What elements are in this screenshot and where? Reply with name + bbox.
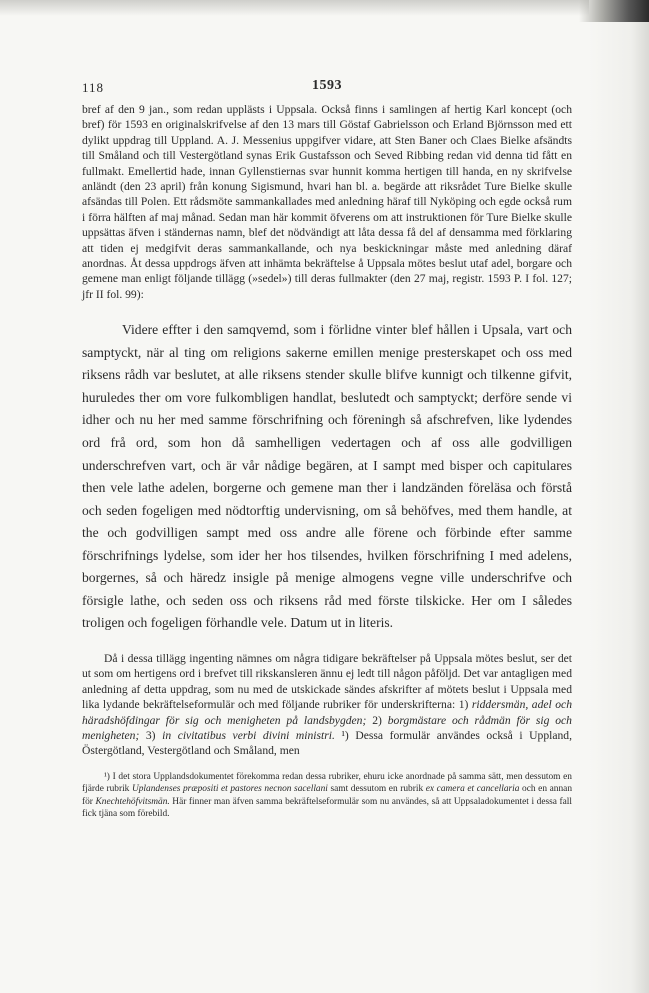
footnote-rubric-1: Uplandenses præpositi et pastores necnon sacellani <box>131 784 328 795</box>
commentary-text-2: 2) <box>366 713 388 727</box>
footnote-text-3: och en annan för <box>82 784 573 807</box>
running-head-year: 1593 <box>312 78 342 93</box>
commentary-rubric-2: borgmästare och rådmän för sig och menigheten; <box>82 713 572 742</box>
footnote-rubric-3: Knechtehöfvitsmän. <box>95 796 170 807</box>
scan-top-edge <box>0 0 649 16</box>
quoted-document-paragraph: Videre effter i den samqvemd, som i förlidne vinter blef hållen i Upsala, vart och samptyckt, när al ting om religions sakerne emillen menige presterskapet och oss med riksens rådh var beslutet, at alle riksens stender skulle blifve kunnigt och tilkenne gifvit, huruledes ther om vore fulkombligen handlat, beslutedt och samptyckt; derföre sende vi idher och nu her med samme förschrifning och föreningh så afschrefven, like lydendes ord frå ord, som hon då samhelligen vedertagen och af oss alle godvilligen underschrefven vart, och är vår nådige begären, at I sampt med bisper och capitulares then vele lathe adelen, borgerne och gemene man ther i landzänden föreläsa och förstå och seden fogeligen med nödtorftig undervisning, om så behöfves, med them handle, at the och godvilligen sampt med oss andre alle förene och förbinde efter samme förschrifnings lydelse, som ider her hos tilsendes, hvilken förschrifning I med adelens, borgernes, så och häredz insigle på menige almogens vegne ville underschrifve och försigle lathe, och seden oss och riksens råd med förste tilskicke. Her om I således troligen och fogeligen förhandle vele. Datum ut in literis. <box>82 322 572 631</box>
footnote-text-1: ¹) I det stora Upplandsdokumentet förekomma redan dessa rubriker, ehuru icke anordnade på samma sätt, men dessutom en fjärde rubrik <box>82 771 572 795</box>
intro-paragraph: bref af den 9 jan., som redan upplästs i Uppsala. Också finns i samlingen af hertig Karl koncept (och bref) för 1593 en originalskrifvelse af den 13 mars till Göstaf Gabrielsson och Erland Björnsson med ett dylikt uppdrag till Uppland. A. J. Messenius uppgifver vidare, att Sten Baner och Claes Bielke afsändts till Småland och till Vestergötland synas Erik Gustafsson och Seved Ribbing redan vid denna tid fått en fullmakt. Emellertid hade, innan Gyllenstiernas svar hunnit komma hertigen till handa, en ny skrifvelse anländt (den 23 april) från konung Sigismund, hvari han bl. a. begärde att riksrådet Ture Bielke skulle afsändas till Polen. Ett rådsmöte sammankallades med anledning häraf till Nyköping och egde också rum i förra hälften af maj månad. Sedan man här kommit öfverens om att instruktionen för Ture Bielke skulle uppsättas äfven i ständernas namn, blef det nödvändigt att låta dessa få del af densamma med förklaring att tiden ej medgifvit deras sammankallande, och nya beskickningar måste med anledning däraf anordnas. Åt dessa uppdrogs äfven att inhämta bekräftelse å Uppsala mötes beslut utaf adel, borgare och gemene man enligt följande tillägg (»sedel») till deras fullmakter (den 27 maj, registr. 1593 P. I fol. 127; jfr II fol. 99): <box>82 103 572 301</box>
commentary-text-3: 3) <box>139 728 163 742</box>
scan-corner-shadow <box>579 0 649 22</box>
footnote-text-4: Här finner man äfven samma bekräftelseformulär som nu användes, så att Uppsaladokumentet i dessa fall fick tjäna som förebild. <box>82 796 572 819</box>
footnote-rubric-2: ex camera et cancellaria <box>425 784 520 795</box>
page-number: 118 <box>82 80 105 95</box>
scan-right-edge <box>589 0 649 993</box>
running-head <box>82 80 572 100</box>
commentary-paragraph <box>82 651 572 759</box>
commentary-rubric-3: in civitatibus verbi divini ministri. <box>162 728 335 742</box>
page-body <box>82 102 572 820</box>
commentary-rubric-1: riddersmän, adel och häradshöfdingar för sig och menigheten på landsbygden; <box>82 698 572 727</box>
footnote <box>82 771 572 821</box>
footnote-text-2: samt dessutom en rubrik <box>327 784 426 795</box>
commentary-text-4: ¹) Dessa formulär användes också i Uppland, Östergötland, Vestergötland och Småland, men <box>82 728 572 758</box>
commentary-text-1: Då i dessa tillägg ingenting nämnes om några tidigare bekräftelser på Uppsala mötes beslut, ser det ut som om hertigens ord i brefvet till rikskansleren ännu ej ledt till någon påföljd. Det var antagligen med anledning af detta uppdrag, som nu med de utskickade sändes afskrifter af mötets beslut i Uppsala med lika lydande bekräftelseformulär och med följande rubriker för underskrifterna: 1) <box>82 651 572 712</box>
